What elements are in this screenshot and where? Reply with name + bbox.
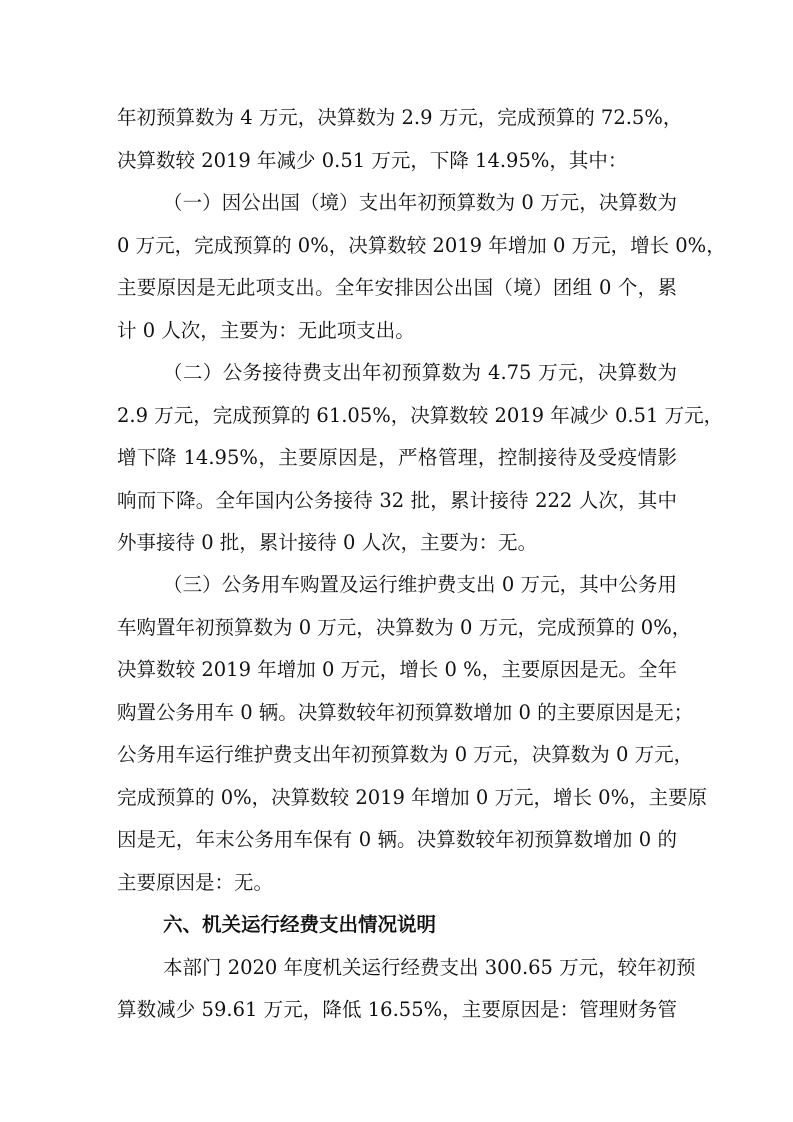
text-line: 决算数较 2019 年减少 0.51 万元，下降 14.95%，其中： xyxy=(117,149,628,172)
paragraph-4-line: 本部门 2020 年度机关运行经费支出 300.65 万元，较年初预 xyxy=(163,956,696,979)
text-line: 车购置年初预算数为 0 万元，决算数为 0 万元，完成预算的 0%， xyxy=(117,616,692,639)
text-line: 因是无，年末公务用车保有 0 辆。决算数较年初预算数增加 0 的 xyxy=(117,828,677,851)
text-line: 算数减少 59.61 万元，降低 16.55%，主要原因是：管理财务管 xyxy=(117,998,677,1021)
paragraph-3-line: （三）公务用车购置及运行维护费支出 0 万元，其中公务用 xyxy=(163,573,677,596)
text-line: 外事接待 0 批，累计接待 0 人次，主要为：无。 xyxy=(117,531,538,554)
text-line: 2.9 万元，完成预算的 61.05%，决算数较 2019 年减少 0.51 万元， xyxy=(117,404,724,427)
text-line: 主要原因是无此项支出。全年安排因公出国（境）团组 0 个，累 xyxy=(117,276,677,299)
text-line: 完成预算的 0%，决算数较 2019 年增加 0 万元，增长 0%，主要原 xyxy=(117,786,708,809)
text-line: 公务用车运行维护费支出年初预算数为 0 万元，决算数为 0 万元， xyxy=(117,743,694,766)
text-line: 0 万元，完成预算的 0%，决算数较 2019 年增加 0 万元，增长 0%， xyxy=(117,234,726,257)
text-line: 计 0 人次，主要为：无此项支出。 xyxy=(117,319,415,342)
text-line: 响而下降。全年国内公务接待 32 批，累计接待 222 人次，其中 xyxy=(117,489,677,512)
text-line: 购置公务用车 0 辆。决算数较年初预算数增加 0 的主要原因是无； xyxy=(117,701,694,724)
section-heading: 六、机关运行经费支出情况说明 xyxy=(163,913,437,936)
text-line: 增下降 14.95%，主要原因是，严格管理，控制接待及受疫情影 xyxy=(117,446,677,469)
paragraph-2-line: （二）公务接待费支出年初预算数为 4.75 万元，决算数为 xyxy=(163,361,677,384)
text-line: 年初预算数为 4 万元，决算数为 2.9 万元，完成预算的 72.5%， xyxy=(117,106,683,129)
text-line: 主要原因是：无。 xyxy=(117,871,274,894)
paragraph-1-line: （一）因公出国（境）支出年初预算数为 0 万元，决算数为 xyxy=(163,191,677,214)
text-line: 决算数较 2019 年增加 0 万元，增长 0 %，主要原因是无。全年 xyxy=(117,658,677,681)
